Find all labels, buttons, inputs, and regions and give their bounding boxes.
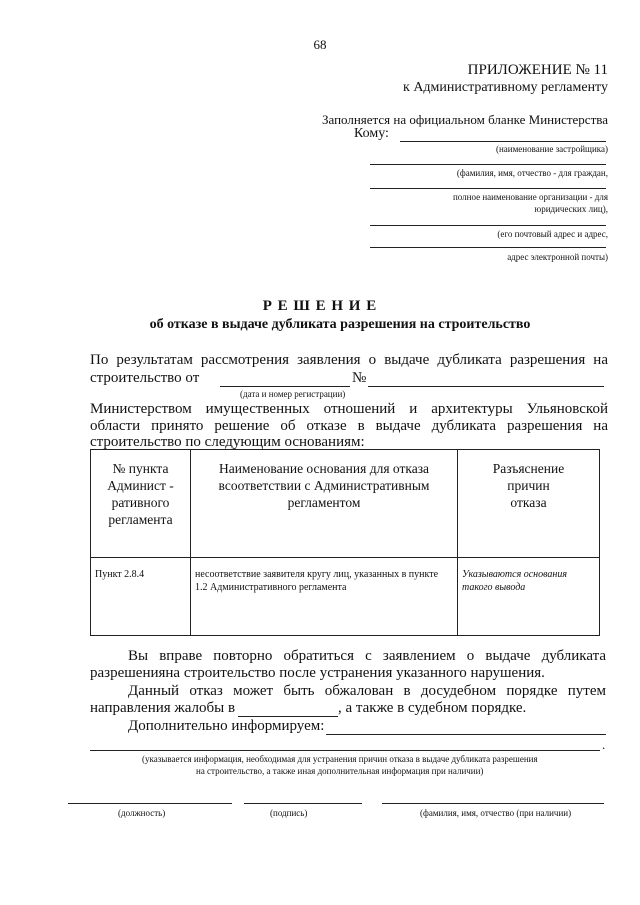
table-row (91, 558, 600, 636)
hint-organization: полное наименование организации - для (452, 192, 608, 202)
recipient-line (370, 188, 606, 189)
recipient-line (370, 164, 606, 165)
paragraph-ministry: строительство по следующим основаниям: (90, 434, 365, 450)
hint-developer: (наименование застройщика) (495, 144, 608, 154)
closing-additional: Дополнительно информируем: (128, 718, 325, 734)
closing-appeal-end: , а также в судебном порядке. (338, 700, 527, 716)
cell-item: Пункт 2.8.4 (91, 558, 191, 636)
hint-citizen: (фамилия, имя, отчество - для граждан, (456, 168, 608, 178)
number-line (368, 386, 604, 387)
closing-appeal: Данный отказ может быть обжалован в досудебном порядке путем (128, 683, 606, 699)
appendix-title: ПРИЛОЖЕНИЕ № 11 (467, 62, 608, 78)
page-number: 68 (313, 37, 327, 52)
cell-explanation: Указываются основания такого вывода (458, 558, 600, 636)
paragraph-ministry: области принято решение об отказе в выдаче дубликата разрешения на (90, 418, 608, 434)
appendix-subtitle: к Административному регламенту (403, 80, 608, 95)
recipient-line (370, 225, 606, 226)
signature-caption: (подпись) (270, 808, 308, 818)
complaint-line (238, 716, 338, 717)
hint-legal: юридических лиц), (534, 204, 608, 214)
header-ground: Наименование основания для отказа всоответствии с Административным регламентом (191, 450, 458, 558)
recipient-line (370, 247, 606, 248)
recipient-line (400, 141, 606, 142)
cell-ground: несоответствие заявителя кругу лиц, указанных в пункте 1.2 Административного регламента (191, 558, 458, 636)
full-name-caption: (фамилия, имя, отчество (при наличии) (420, 808, 572, 818)
to-label: Кому: (354, 126, 389, 141)
header-item: № пункта Админист - ративного регламента (91, 450, 191, 558)
hint-address: (его почтовый адрес и адрес, (497, 229, 608, 239)
info-hint: (указывается информация, необходимая для устранения причин отказа в выдаче дубликата разрешения (142, 754, 538, 764)
signature-line (244, 803, 362, 804)
full-name-line (382, 803, 604, 804)
decision-subtitle: об отказе в выдаче дубликата разрешения на строительство (149, 317, 531, 332)
paragraph-intro: По результатам рассмотрения заявления о выдаче дубликата разрешения на (90, 352, 608, 368)
decision-title: Р Е Ш Е Н И Е (262, 298, 378, 314)
hint-email: адрес электронной почты) (507, 252, 608, 262)
number-label: № (352, 370, 367, 386)
paragraph-ministry: Министерством имущественных отношений и архитектуры Ульяновской (90, 401, 608, 417)
date-line (220, 386, 350, 387)
closing-reapply: разрешенияна строительство после устранения указанного нарушения. (90, 665, 545, 681)
header-explanation: Разъяснение причин отказа (458, 450, 600, 558)
grounds-table (90, 449, 600, 636)
info-hint: на строительство, а также иная дополнительная информация при наличии) (196, 766, 484, 776)
position-caption: (должность) (118, 808, 166, 818)
additional-info-line (90, 750, 600, 751)
position-line (68, 803, 232, 804)
additional-info-line (326, 734, 606, 735)
closing-reapply: Вы вправе повторно обратиться с заявлением о выдаче дубликата (128, 648, 606, 664)
closing-appeal-start: направления жалобы в (90, 700, 236, 716)
from-label: строительство от (90, 370, 200, 386)
table-header-row (91, 450, 600, 558)
date-hint: (дата и номер регистрации) (240, 389, 346, 399)
blank-note: Заполняется на официальном бланке Министерства (321, 112, 608, 127)
additional-info-period: . (602, 737, 606, 752)
